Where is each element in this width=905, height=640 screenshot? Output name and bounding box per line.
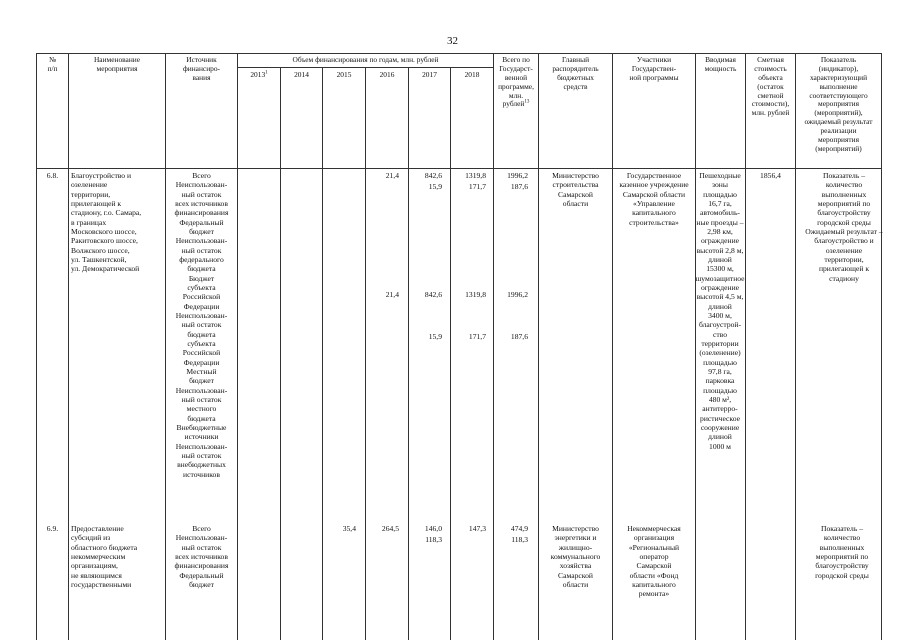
col-border bbox=[280, 67, 281, 640]
header-participants: Участники Государствен- ной программы bbox=[629, 55, 679, 82]
row-6-8-sum-rest: 187,6 bbox=[510, 182, 528, 191]
row-6-9-sum-total: 474,9 bbox=[510, 524, 528, 533]
row-6-9-2017-total: 146,0 bbox=[424, 524, 442, 533]
row-6-9-name: Предоставление субсидий из областного бюджета некоммерческим организациям, не являющимся государственными bbox=[71, 524, 138, 589]
header-year-2016: 2016 bbox=[379, 70, 395, 79]
row-6-9-2018-total: 147,3 bbox=[468, 524, 486, 533]
col-border bbox=[450, 67, 451, 640]
row-6-9-2017-rest: 118,3 bbox=[425, 535, 442, 544]
col-border bbox=[237, 53, 238, 640]
row-6-8-2017-rest: 15,9 bbox=[428, 182, 442, 191]
row-6-8-num: 6.8. bbox=[46, 171, 59, 180]
header-funding-group: Объем финансирования по годам, млн. рублей bbox=[292, 55, 439, 64]
row-6-8-2018-total: 1319,8 bbox=[465, 171, 486, 180]
row-6-8-2017-regional: 842,6 bbox=[424, 290, 442, 299]
row-6-8-sources: Всего Неиспользован- ный остаток всех источников финансирования Федеральный бюджет Неиспользован- ный остаток федерального бюджета Бюджет субъекта Российской Федерации Неиспользован- ный остаток бюджета субъекта Российской Федерации Местный бюджет Неиспользован- ный остаток местного бюджета Внебюджетные источники Неиспользован- ный остаток внебюджетных источников bbox=[174, 171, 229, 479]
header-total-footnote: 13 bbox=[524, 99, 530, 105]
year-2013-label: 2013 bbox=[250, 70, 266, 79]
row-6-8-2017-regional-rest: 15,9 bbox=[428, 332, 442, 341]
header-capacity: Вводимая мощность bbox=[704, 55, 737, 73]
row-6-8-2018-rest: 171,7 bbox=[468, 182, 486, 191]
row-6-9-2016-total: 264,5 bbox=[381, 524, 399, 533]
row-6-8-sum-regional: 1996,2 bbox=[507, 290, 528, 299]
header-estimate: Сметная стоимость объекта (остаток сметной стоимости), млн. рублей bbox=[751, 55, 790, 118]
row-6-8-capacity: Пешеходные зоны площадью 16,7 га, автомобиль- ные проезды – 2,98 км, ограждение высотой 2,8 м, длиной 15300 м, шумозащитное ограждение высотой 4,5 м, длиной 3400 м, благоустрой- ство территории (озеленение) площадью 97,8 га, парковка площадью 480 м², антитерро- ристическое сооружение длиной 1000 м bbox=[695, 171, 745, 451]
row-6-8-participants: Государственное казенное учреждение Самарской области «Управление капитального строительства» bbox=[619, 171, 689, 227]
header-source: Источник финансиро- вания bbox=[182, 55, 221, 82]
row-6-8-sum-regional-rest: 187,6 bbox=[510, 332, 528, 341]
header-year-2018: 2018 bbox=[464, 70, 480, 79]
header-year-2013 bbox=[238, 71, 280, 80]
row-6-9-num: 6.9. bbox=[46, 524, 59, 533]
header-name: Наименование мероприятия bbox=[93, 55, 141, 73]
row-6-8-2016-total: 21,4 bbox=[385, 171, 399, 180]
col-border bbox=[36, 53, 37, 640]
header-total bbox=[494, 56, 538, 109]
col-border bbox=[408, 67, 409, 640]
col-border bbox=[322, 67, 323, 640]
header-total-label: Всего по Государст- венной программе, млн. рублей bbox=[498, 55, 534, 109]
header-indicator: Показатель (индикатор), характеризующий выполнение соответствующего мероприятия (мероприятий), ожидаемый результат реализации мероприятия (мероприятий) bbox=[804, 55, 873, 153]
row-6-9-participants: Некоммерческая организация «Региональный оператор Самарской области «Фонд капитального ремонта» bbox=[627, 524, 681, 599]
header-bottom-border bbox=[36, 168, 881, 169]
header-year-2014: 2014 bbox=[294, 70, 309, 79]
col-border bbox=[68, 53, 69, 640]
row-6-8-sum-total: 1996,2 bbox=[507, 171, 528, 180]
row-6-8-2018-regional: 1319,8 bbox=[465, 290, 486, 299]
row-6-8-2017-total: 842,6 bbox=[424, 171, 442, 180]
header-year-2017: 2017 bbox=[422, 70, 437, 79]
row-6-8-name: Благоустройство и озеленение территории, прилегающей к стадиону, г.о. Самара, в границах Московского шоссе, Ракитовского шоссе, Волжского шоссе, ул. Ташкентской, ул. Демократической bbox=[71, 171, 142, 274]
row-6-9-indicator: Показатель – количество выполненных мероприятий по благоустройству городской среды bbox=[815, 524, 869, 580]
row-6-8-estimate: 1856,4 bbox=[760, 171, 781, 180]
row-6-8-2016-regional: 21,4 bbox=[385, 290, 399, 299]
row-6-9-manager: Министерство энергетики и жилищно- коммунального хозяйства Самарской области bbox=[550, 524, 601, 589]
col-border bbox=[365, 67, 366, 640]
header-year-2015: 2015 bbox=[336, 70, 352, 79]
header-num: № п/п bbox=[47, 55, 58, 73]
header-manager: Главный распорядитель бюджетных средств bbox=[552, 55, 599, 91]
col-border bbox=[493, 53, 494, 640]
page-number: 32 bbox=[447, 35, 458, 47]
row-6-9-2015-total: 35,4 bbox=[342, 524, 356, 533]
row-6-8-indicator: Показатель – количество выполненных мероприятий по благоустройству городской среды Ожидаемый результат – благоустройство и озеленение территории, прилегающей к стадиону bbox=[805, 171, 883, 283]
table-top-border bbox=[36, 53, 881, 54]
year-2013-footnote: 1 bbox=[265, 70, 268, 76]
row-6-9-sum-rest: 118,3 bbox=[511, 535, 528, 544]
row-6-9-sources: Всего Неиспользован- ный остаток всех источников финансирования Федеральный бюджет bbox=[174, 524, 229, 589]
row-6-8-2018-regional-rest: 171,7 bbox=[468, 332, 486, 341]
row-6-8-manager: Министерство строительства Самарской области bbox=[552, 171, 599, 208]
